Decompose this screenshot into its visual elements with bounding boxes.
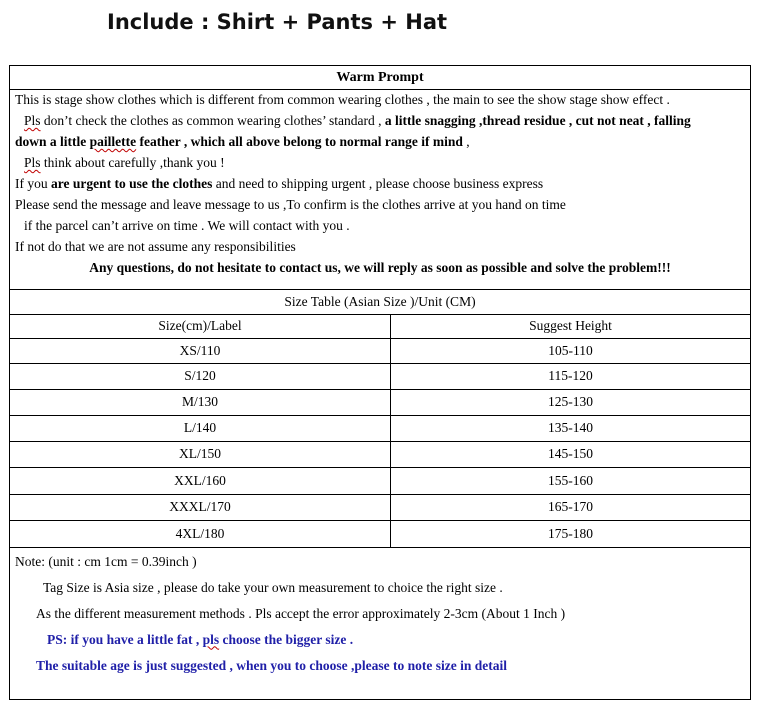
warm-prompt-heading: Warm Prompt	[10, 66, 750, 90]
size-label-cell: XL/150	[10, 441, 391, 467]
warm-line-1: This is stage show clothes which is different from common wearing clothes , the main to see the show stage show effect .	[15, 92, 670, 107]
warm-line-7: if the parcel can’t arrive on time . We will contact with you .	[24, 218, 350, 233]
table-row	[10, 415, 750, 441]
height-cell: 105-110	[391, 338, 751, 363]
info-panel	[9, 65, 751, 700]
notes-section	[10, 548, 750, 705]
warm-line-2-text: don’t check the clothes as common wearing clothes’ standard ,	[40, 113, 385, 128]
warm-line-5-a: If you	[15, 176, 51, 191]
warm-line-5	[15, 176, 543, 192]
warm-line-3-bold-b: feather , which all above belong to normal range if mind	[136, 134, 463, 149]
pls-word-3: pls	[202, 631, 220, 647]
pls-word: Pls	[24, 113, 41, 128]
table-row	[10, 363, 750, 389]
size-label-cell: 4XL/180	[10, 520, 391, 547]
paillette-word: paillette	[89, 134, 137, 149]
table-row	[10, 494, 750, 520]
note-unit: Note: (unit : cm 1cm = 0.39inch )	[15, 553, 197, 569]
size-header-height: Suggest Height	[391, 314, 751, 338]
size-table	[10, 290, 750, 548]
warm-prompt-body	[10, 90, 750, 290]
size-label-cell: XS/110	[10, 338, 391, 363]
pls-word-2: Pls	[24, 155, 41, 170]
size-table-caption-row	[10, 290, 750, 314]
note-age: The suitable age is just suggested , when you to choose ,please to note size in detail	[36, 657, 508, 673]
note-methods: As the different measurement methods . Pls accept the error approximately 2-3cm (About 1 Inch )	[36, 605, 566, 621]
size-label-cell: L/140	[10, 415, 391, 441]
warm-line-3	[15, 134, 470, 150]
warm-line-4-text: think about carefully ,thank you !	[40, 155, 225, 170]
height-cell: 175-180	[391, 520, 751, 547]
height-cell: 165-170	[391, 494, 751, 520]
note-ps-b: choose the bigger size .	[219, 631, 354, 647]
height-cell: 145-150	[391, 441, 751, 467]
table-row	[10, 338, 750, 363]
note-tag-size: Tag Size is Asia size , please do take your own measurement to choice the right size .	[43, 579, 503, 595]
table-row	[10, 441, 750, 467]
size-label-cell: XXL/160	[10, 467, 391, 494]
size-label-cell: S/120	[10, 363, 391, 389]
table-row	[10, 520, 750, 547]
warm-line-2-bold: a little snagging ,thread residue , cut not neat , falling	[384, 113, 691, 128]
height-cell: 125-130	[391, 389, 751, 415]
warm-line-2	[24, 113, 691, 129]
warm-line-6: Please send the message and leave message to us ,To confirm is the clothes arrive at you hand on time	[15, 197, 566, 212]
height-cell: 115-120	[391, 363, 751, 389]
warm-line-9: Any questions, do not hesitate to contact us, we will reply as soon as possible and solve the problem!!!	[89, 260, 671, 275]
size-table-header-row	[10, 314, 750, 338]
table-row	[10, 389, 750, 415]
warm-line-5-bold: are urgent to use the clothes	[51, 176, 213, 191]
note-ps	[47, 632, 353, 648]
height-cell: 135-140	[391, 415, 751, 441]
page-title: Include : Shirt + Pants + Hat	[107, 10, 448, 34]
warm-line-8: If not do that we are not assume any responsibilities	[15, 239, 296, 254]
table-row	[10, 467, 750, 494]
size-header-label: Size(cm)/Label	[10, 314, 391, 338]
size-label-cell: M/130	[10, 389, 391, 415]
warm-line-4	[24, 155, 225, 171]
warm-line-5-b: and need to shipping urgent , please choose business express	[212, 176, 544, 191]
size-label-cell: XXXL/170	[10, 494, 391, 520]
warm-line-3-bold-a: down a little	[15, 134, 90, 149]
note-ps-a: PS: if you have a little fat ,	[47, 631, 203, 647]
warm-line-3-tail: ,	[462, 134, 470, 149]
size-table-caption: Size Table (Asian Size )/Unit (CM)	[10, 290, 750, 314]
height-cell: 155-160	[391, 467, 751, 494]
